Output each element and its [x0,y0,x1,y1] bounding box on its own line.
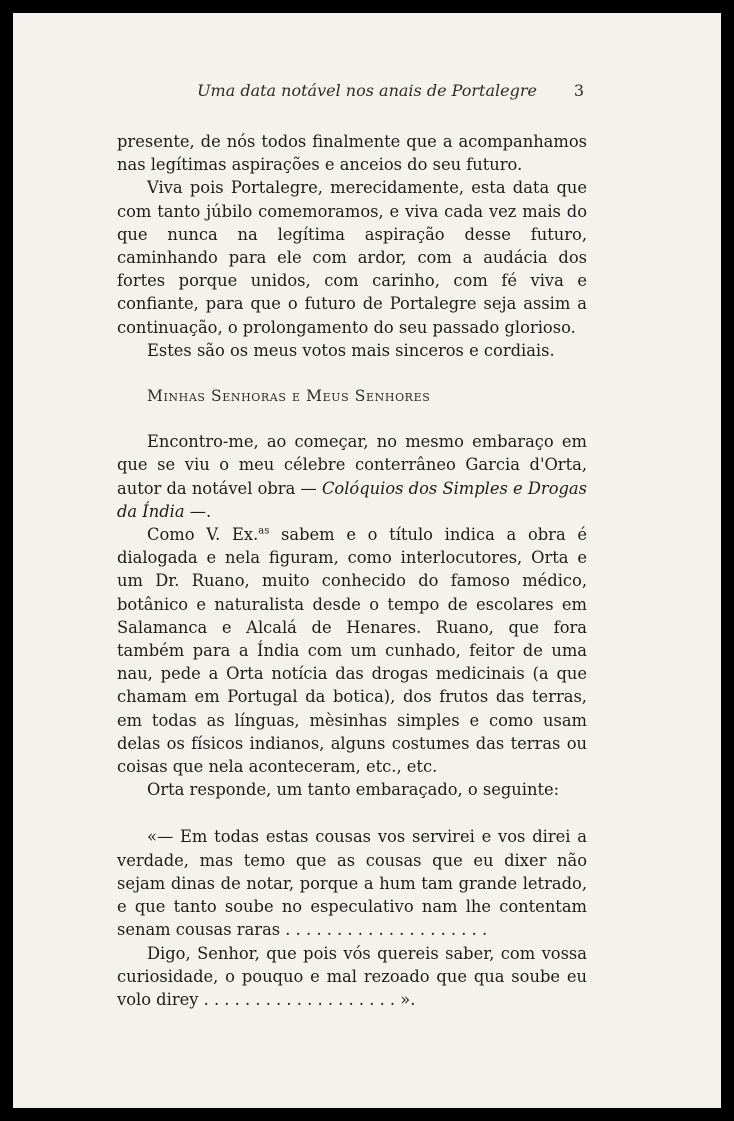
paragraph-votos: Estes são os meus votos mais sinceros e cordiais. [147,340,555,360]
quotation-paragraph-1: «— Em todas estas cousas vos servirei e vos direi a verdade, mas temo que as cousas que eu dixer não sejam dinas de notar, porque a hum tam grande letrado, e que tanto soube no especulativo nam lhe contentam senam cousas raras . . . . . . . . . . . . . . . . . . . . [117,827,587,940]
paragraph-orta-responde: Orta responde, um tanto embaraçado, o seguinte: [147,780,560,800]
paragraph-como-vex-text: sabem e o título indica a obra é dialogada e nela figuram, como interlocutores, Orta e um Dr. Ruano, muito conhecido do famoso médico, botânico e naturalista desde o tempo de escolares em Salamanca e Alcalá de Henares. Ruano, que fora também para a Índia com um cunhado, feitor de uma nau, pede a Orta notícia das drogas medicinais (a que chamam em Portugal da botica), dos frutos das terras, em todas as línguas, mèsinhas simples e como usam delas os físicos indianos, alguns costumes das terras ou coisas que nela aconteceram, etc., etc. [117,525,587,777]
running-head: Uma data notável nos anais de Portalegre [197,81,537,100]
paragraph-encontro-end: —. [184,501,212,521]
book-title: Colóquios dos Simples e Drogas da Índia [117,478,587,521]
paragraph-como-vex-start: Como V. Ex. [147,525,259,545]
paragraph-encontro-text: Encontro-me, ao começar, no mesmo embaraço em que se viu o meu célebre conterrâneo Garcia d'Orta, autor da notável obra — [117,432,587,498]
quotation-paragraph-2: Digo, Senhor, que pois vós quereis saber, com vossa curiosidade, o pouquo e mal rezoado que qua soube eu volo direy . . . . . . . . . . . . . . . . . . . ». [117,943,587,1009]
book-page [13,13,721,1108]
section-heading: Minhas Senhoras e Meus Senhores [147,387,431,406]
paragraph-viva-portalegre: Viva pois Portalegre, merecidamente, esta data que com tanto júbilo comemoramos, e viva cada vez mais do que nunca na legítima aspiração desse futuro, caminhando para ele com ardor, com a audácia dos fortes porque unidos, com carinho, com fé viva e confiante, para que o futuro de Portalegre seja assim a continuação, o prolongamento do seu passado glorioso. [117,178,587,337]
paragraph-encontro [117,430,587,523]
superscript-as: as [258,525,270,537]
paragraph-como-vex [117,523,587,778]
paragraph-continuation: presente, de nós todos finalmente que a acompanhamos nas legítimas aspirações e anceios do seu futuro. [117,132,587,175]
page-header [13,81,721,105]
page-body [117,130,587,1011]
page-number: 3 [573,81,584,100]
